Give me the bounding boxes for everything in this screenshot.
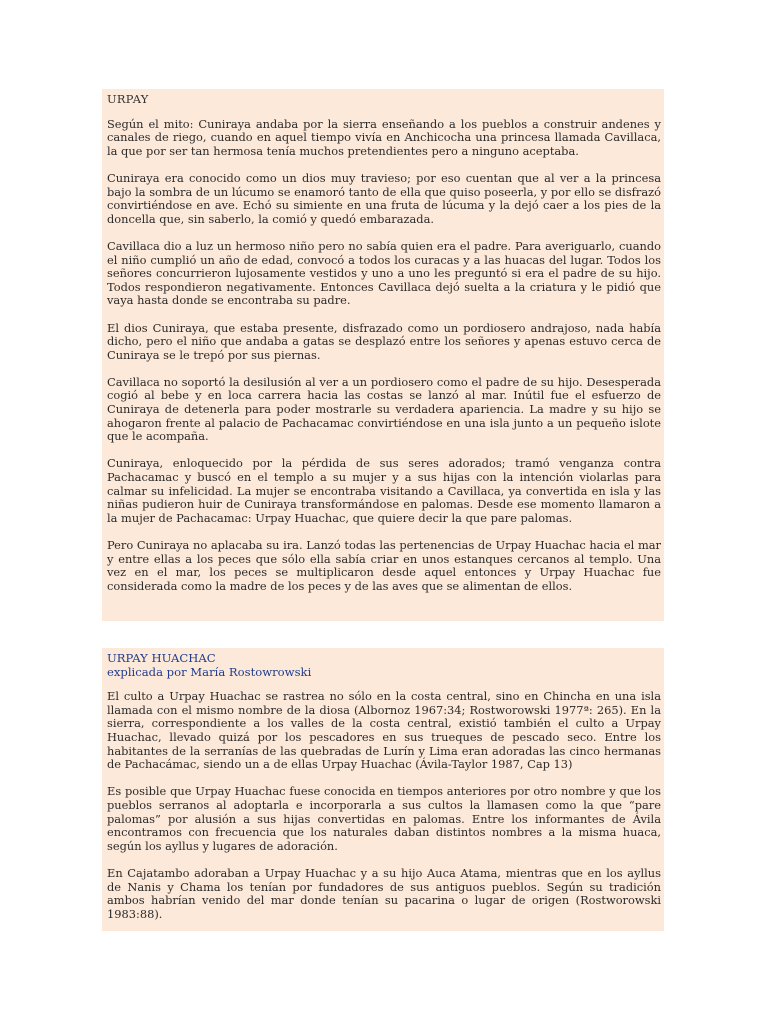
paragraph: Cuniraya, enloquecido por la pérdida de sus seres adorados; tramó venganza contra Pachacamac y buscó en el templo a su mujer y a sus hijas con la intención violarlas para calmar su infelicidad. La mujer se encontraba visitando a Cavillaca, ya convertida en isla y las niñas pudieron huir de Cuniraya transformándose en palomas. Desde ese momento llamaron a la mujer de Pachacamac: Urpay Huachac, que quiere decir la que pare palomas. — [107, 456, 661, 525]
section-subtitle: explicada por María Rostowrowski — [107, 664, 312, 679]
paragraph: Es posible que Urpay Huachac fuese conocida en tiempos anteriores por otro nombre y que los pueblos serranos al adoptarla e incorporarla a sus cultos la llamasen como la que “pare palomas” por alusión a sus hijas convertidas en palomas. Entre los informantes de Ávila encontramos con frecuencia que los naturales daban distintos nombres a la misma huaca, según los ayllus y lugares de adoración. — [107, 784, 661, 853]
paragraph: Cuniraya era conocido como un dios muy travieso; por eso cuentan que al ver a la princesa bajo la sombra de un lúcumo se enamoró tanto de ella que quiso poseerla, y por ello se disfrazó convirtiéndose en ave. Echó su simiente en una fruta de lúcuma y la dejó caer a los pies de la doncella que, sin saberlo, la comió y quedó embarazada. — [107, 170, 661, 226]
paragraph: El culto a Urpay Huachac se rastrea no sólo en la costa central, sino en Chincha en una isla llamada con el mismo nombre de la diosa (Albornoz 1967:34; Rostworowski 1977ª: 265). En la sierra, correspondiente a los valles de la costa central, existió también el culto a Urpay Huachac, llevado quizá por los pescadores en sus trueques de pescado seco. Entre los habitantes de la serranías de las quebradas de Lurín y Lima eran adoradas las cinco hermanas de Pachacámac, siendo un a de ellas Urpay Huachac (Ávila-Taylor 1987, Cap 13) — [107, 689, 661, 772]
explanation-section — [102, 648, 664, 931]
paragraph: El dios Cuniraya, que estaba presente, disfrazado como un pordiosero andrajoso, nada había dicho, pero el niño que andaba a gatas se desplazó entre los señores y apenas estuvo cerca de Cuniraya se le trepó por sus piernas. — [107, 320, 661, 362]
paragraph: En Cajatambo adoraban a Urpay Huachac y a su hijo Auca Atama, mientras que en los ayllus de Nanis y Chama los tenían por fundadores de sus antiguos pueblos. Según su tradición ambos habrían venido del mar donde tenían su pacarina o lugar de origen (Rostworowski 1983:88). — [107, 865, 661, 921]
paragraph: Cavillaca dio a luz un hermoso niño pero no sabía quien era el padre. Para averiguarlo, cuando el niño cumplió un año de edad, convocó a todos los curacas y a las huacas del lugar. Todos los señores concurrieron lujosamente vestidos y uno a uno les preguntó si era el padre de su hijo. Todos respondieron negativamente. Entonces Cavillaca dejó suelta a la criatura y le pidió que vaya hasta donde se encontraba su padre. — [107, 238, 661, 308]
myth-section — [102, 89, 664, 621]
paragraph: Pero Cuniraya no aplacaba su ira. Lanzó todas las pertenencias de Urpay Huachac hacia el mar y entre ellas a los peces que sólo ella sabía criar en unos estanques cercanos al templo. Una vez en el mar, los peces se multiplicaron desde aquel entonces y Urpay Huachac fue considerada como la madre de los peces y de las aves que se alimentan de ellos. — [107, 538, 661, 593]
paragraph: Cavillaca no soportó la desilusión al ver a un pordiosero como el padre de su hijo. Desesperada cogió al bebe y en loca carrera hacia las costas se lanzó al mar. Inútil fue el esfuerzo de Cuniraya de detenerla para poder mostrarle su verdadera apariencia. La madre y su hijo se ahogaron frente al palacio de Pachacamac convirtiéndose en una isla junto a un pequeño islote que le acompaña. — [107, 374, 661, 444]
section-title: URPAY HUACHAC — [107, 651, 216, 665]
paragraph: Según el mito: Cuniraya andaba por la sierra enseñando a los pueblos a construir andenes y canales de riego, cuando en aquel tiempo vivía en Anchicocha una princesa llamada Cavillaca, la que por ser tan hermosa tenía muchos pretendientes pero a ninguno aceptaba. — [107, 116, 661, 158]
section-title: URPAY — [107, 92, 149, 106]
